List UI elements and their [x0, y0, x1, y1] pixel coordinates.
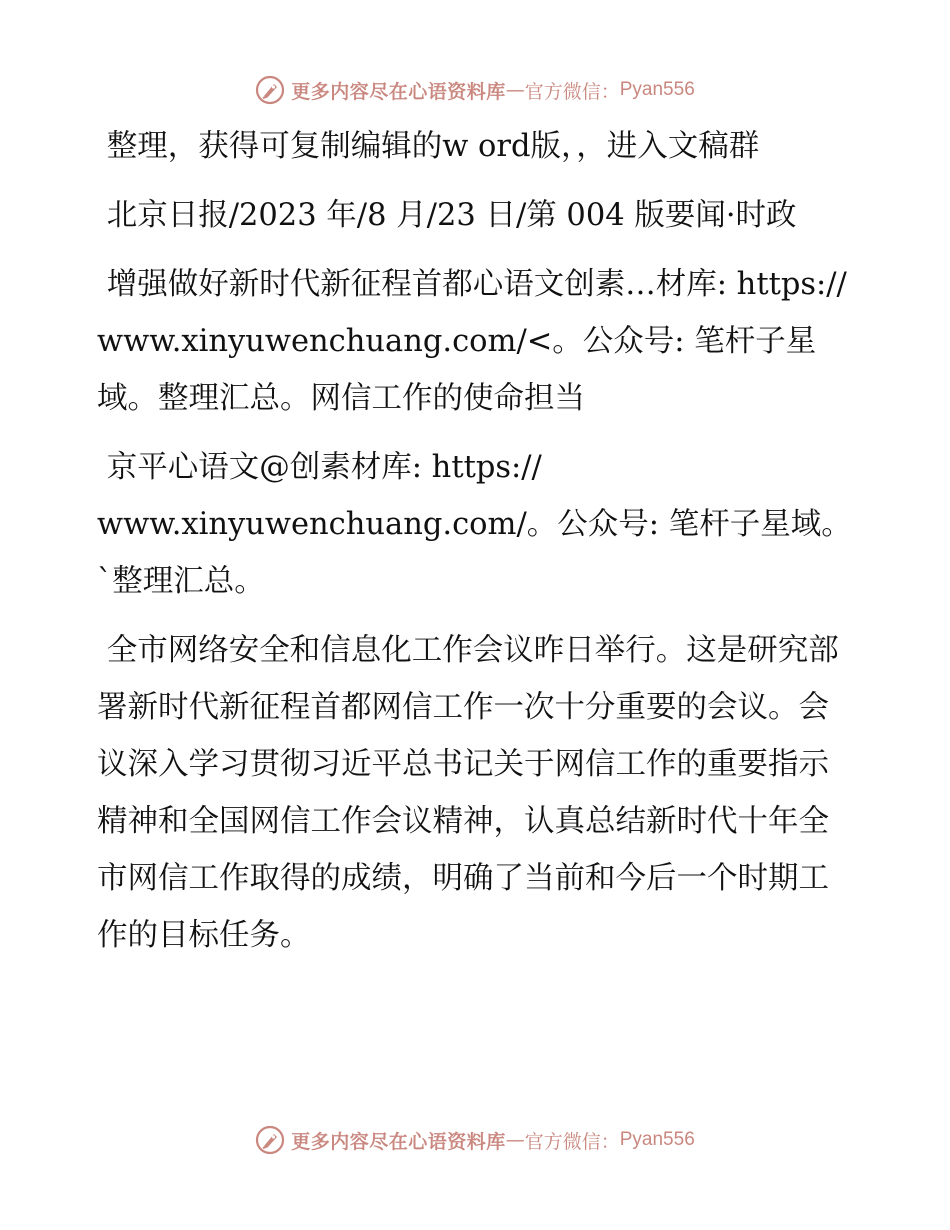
pen-nib-logo-icon	[255, 75, 285, 105]
banner-brand-text: 更多内容尽在心语资料库	[291, 80, 506, 103]
footer-watermark-banner	[0, 1120, 950, 1160]
banner-wechat-id: Pyan556	[619, 1129, 695, 1150]
pen-nib-logo-icon	[255, 1125, 285, 1155]
document-body	[97, 118, 853, 976]
banner-wechat-label: 官方微信：	[524, 1130, 620, 1153]
paragraph-body: 全市网络安全和信息化工作会议昨日举行。这是研究部署新时代新征程首都网信工作一次十分重要的会议。会议深入学习贯彻习近平总书记关于网信工作的重要指示精神和全国网信工作会议精神，认真总结新时代十年全市网信工作取得的成绩，明确了当前和今后一个时期工作的目标任务。	[97, 633, 839, 953]
header-watermark-banner	[0, 70, 950, 110]
banner-brand-text: 更多内容尽在心语资料库	[291, 1130, 506, 1153]
paragraph-title: 增强做好新时代新征程首都心语文创素…材库: https://www.xinyuwenchuang.com/<。公众号: 笔杆子星域。整理汇总。网信工作的使命担当	[97, 267, 847, 416]
banner-separator: —	[505, 79, 525, 101]
banner-wechat-label: 官方微信：	[524, 80, 620, 103]
banner-wechat-id: Pyan556	[619, 79, 695, 100]
paragraph-intro: 整理，获得可复制编辑的w ord版，，进入文稿群	[97, 129, 760, 164]
banner-separator: —	[505, 1129, 525, 1151]
paragraph-source: 北京日报/2023 年/8 月/23 日/第 004 版要闻·时政	[97, 198, 797, 233]
paragraph-notice: 京平心语文@创素材库: https:// www.xinyuwenchuang.com/。公众号: 笔杆子星域。`整理汇总。	[97, 450, 852, 599]
